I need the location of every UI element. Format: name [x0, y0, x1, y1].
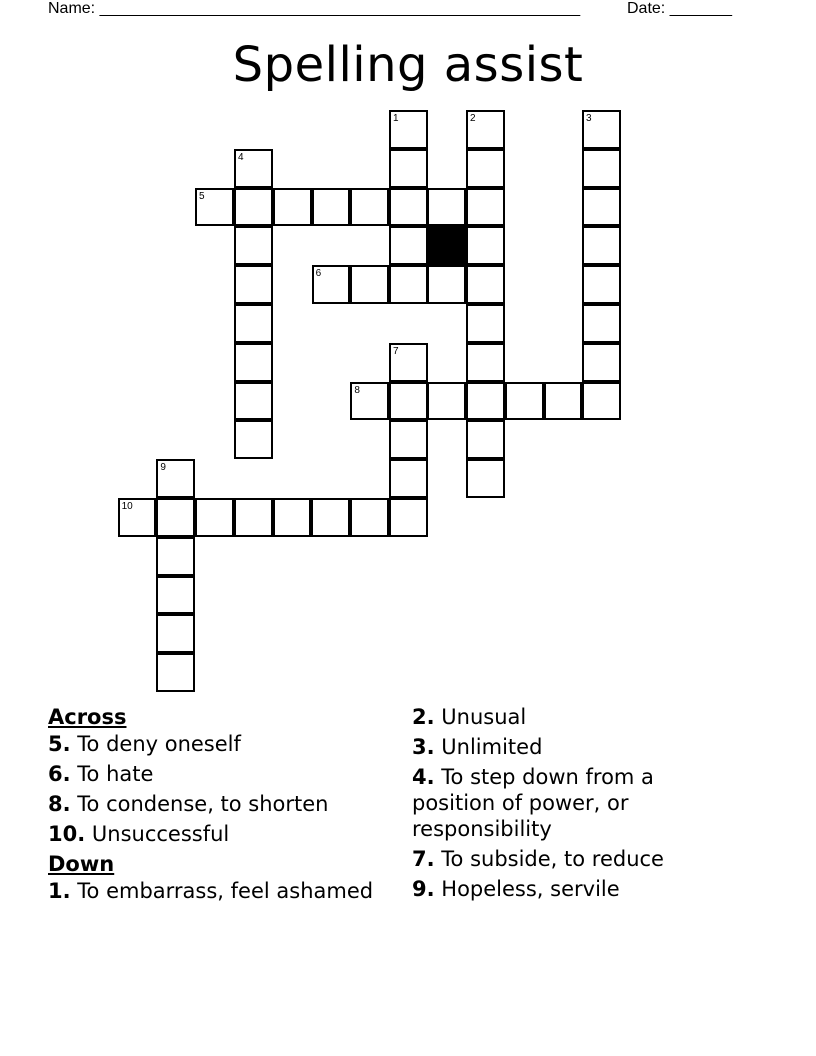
clue-number-label: 1. [48, 879, 71, 903]
grid-cell[interactable] [505, 382, 544, 421]
clue-number: 10 [121, 501, 133, 512]
grid-cell[interactable] [311, 498, 350, 537]
grid-cell[interactable] [234, 420, 273, 459]
grid-cell[interactable] [427, 265, 466, 304]
clue-number-label: 9. [412, 877, 435, 901]
clue-down-4 [412, 764, 712, 842]
grid-cell[interactable] [582, 265, 621, 304]
clue-text: Hopeless, servile [441, 877, 620, 901]
grid-cell[interactable] [466, 110, 505, 149]
clue-number-label: 6. [48, 762, 71, 786]
clue-down-2 [412, 704, 712, 730]
clue-number-label: 3. [412, 735, 435, 759]
clue-across-8 [48, 791, 388, 817]
clues-right-column [412, 704, 712, 906]
grid-cell[interactable] [234, 304, 273, 343]
page-title: Spelling assist [232, 37, 584, 93]
clue-number-label: 4. [412, 765, 435, 789]
clue-number: 3 [586, 113, 592, 124]
grid-cell[interactable] [273, 498, 312, 537]
grid-cell[interactable] [234, 149, 273, 188]
clue-text: To embarrass, feel ashamed [77, 879, 374, 903]
grid-cell[interactable] [118, 498, 157, 537]
grid-cell[interactable] [466, 459, 505, 498]
grid-cell[interactable] [582, 149, 621, 188]
grid-cell[interactable] [582, 188, 621, 227]
clue-across-6 [48, 761, 388, 787]
grid-cell[interactable] [350, 188, 389, 227]
clue-number-label: 10. [48, 822, 86, 846]
grid-cell[interactable] [389, 343, 428, 382]
grid-cell[interactable] [582, 110, 621, 149]
grid-cell[interactable] [234, 265, 273, 304]
grid-cell[interactable] [389, 188, 428, 227]
clues-left-column [48, 704, 388, 908]
across-heading: Across [48, 705, 127, 729]
grid-cell[interactable] [466, 226, 505, 265]
grid-cell[interactable] [156, 537, 195, 576]
clue-number: 7 [393, 345, 399, 357]
clue-text: Unusual [441, 705, 527, 729]
grid-cell[interactable] [466, 343, 505, 382]
grid-cell[interactable] [234, 226, 273, 265]
clue-across-10 [48, 821, 388, 847]
clue-number-label: 5. [48, 732, 71, 756]
grid-cell[interactable] [466, 265, 505, 304]
name-field[interactable]: Name: ______________________________________________________ [48, 0, 581, 17]
clue-down-1 [48, 878, 388, 904]
grid-cell[interactable] [389, 382, 428, 421]
grid-cell[interactable] [312, 188, 351, 227]
grid-cell[interactable] [466, 304, 505, 343]
clue-text: To deny oneself [77, 732, 241, 756]
grid-cell[interactable] [389, 420, 428, 459]
clue-text: To step down from a position of power, or responsibility [412, 765, 654, 841]
grid-cell[interactable] [389, 459, 428, 498]
clue-number-label: 2. [412, 705, 435, 729]
clue-number: 1 [393, 113, 399, 124]
grid-cell[interactable] [350, 382, 389, 421]
clue-number-label: 8. [48, 792, 71, 816]
grid-cell[interactable] [350, 498, 389, 537]
clue-number: 6 [315, 268, 322, 280]
grid-cell[interactable] [156, 614, 195, 653]
grid-cell[interactable] [156, 459, 195, 498]
grid-cell[interactable] [389, 110, 428, 149]
grid-cell[interactable] [234, 382, 273, 421]
clue-number: 2 [470, 113, 476, 124]
black-square [427, 226, 466, 265]
clue-number: 4 [238, 151, 244, 163]
grid-cell[interactable] [582, 226, 621, 265]
grid-cell[interactable] [427, 188, 466, 227]
clue-number: 9 [160, 462, 166, 474]
grid-cell[interactable] [389, 226, 428, 265]
grid-cell[interactable] [466, 420, 505, 459]
clue-down-3 [412, 734, 712, 760]
grid-cell[interactable] [156, 498, 195, 537]
grid-cell[interactable] [389, 149, 428, 188]
clue-text: Unlimited [441, 735, 543, 759]
clue-down-9 [412, 876, 712, 902]
grid-cell[interactable] [389, 265, 428, 304]
clue-number-label: 7. [412, 847, 435, 871]
grid-cell[interactable] [234, 498, 273, 537]
grid-cell[interactable] [312, 265, 351, 304]
grid-cell[interactable] [156, 576, 195, 615]
clue-text: To hate [77, 762, 154, 786]
grid-cell[interactable] [582, 304, 621, 343]
grid-cell[interactable] [350, 265, 389, 304]
clue-number: 8 [354, 384, 360, 396]
down-heading: Down [48, 852, 115, 876]
grid-cell[interactable] [544, 382, 583, 421]
grid-cell[interactable] [582, 343, 621, 382]
clue-down-7 [412, 846, 712, 872]
grid-cell[interactable] [427, 382, 466, 421]
clue-across-5 [48, 731, 388, 757]
grid-cell[interactable] [466, 382, 505, 421]
clue-text: To condense, to shorten [77, 792, 329, 816]
grid-cell[interactable] [389, 498, 428, 537]
grid-cell[interactable] [234, 188, 273, 227]
clue-number: 5 [199, 190, 205, 202]
grid-cell[interactable] [156, 653, 195, 692]
grid-cell[interactable] [195, 498, 234, 537]
grid-cell[interactable] [273, 188, 312, 227]
clue-text: Unsuccessful [91, 822, 230, 846]
grid-cell[interactable] [195, 188, 234, 227]
clue-text: To subside, to reduce [441, 847, 664, 871]
grid-cell[interactable] [234, 343, 273, 382]
grid-cell[interactable] [466, 149, 505, 188]
grid-cell[interactable] [582, 382, 621, 421]
grid-cell[interactable] [466, 188, 505, 227]
date-field[interactable]: Date: _______ [627, 0, 732, 17]
